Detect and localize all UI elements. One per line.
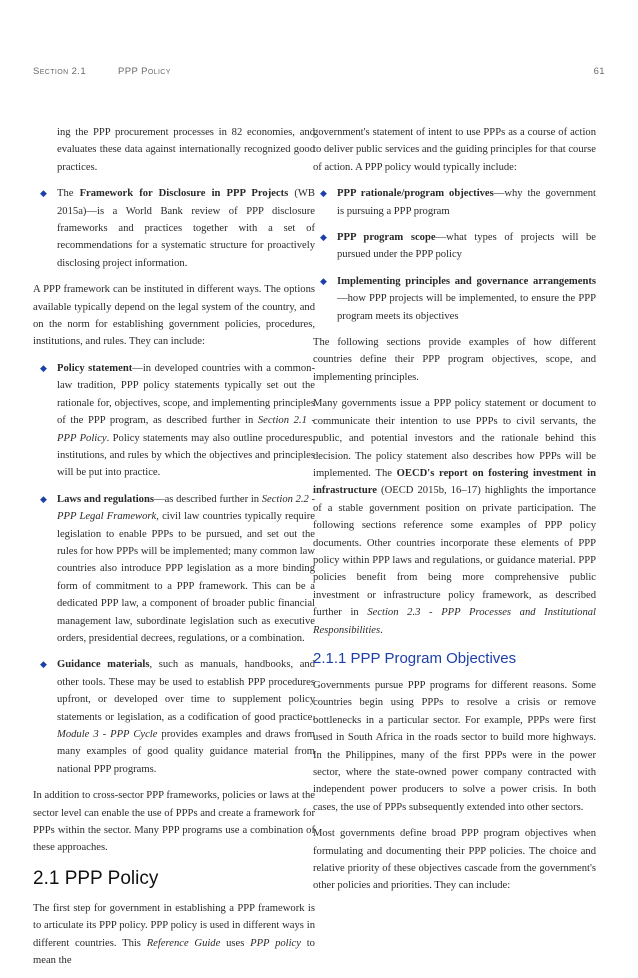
bullet-guidance-materials: ◆ Guidance materials, such as manuals, handbooks, and other tools. These may be used to establish PPP procedures upfront, or developed over time to supplement policy statements or legislation, as a codification of good practice. Module 3 - PPP Cycle provides examples and draws from many examples of good quality guidance material from national PPP programs.	[33, 656, 315, 778]
bullet-diamond-icon: ◆	[320, 188, 327, 199]
cross-sector-paragraph: In addition to cross-sector PPP frameworks, policies or laws at the sector level can enable the use of PPPs and create a framework for PPPs within the sector. Many PPP programs use a combination of these approaches.	[33, 790, 315, 854]
bullet-laws-regulations: ◆ Laws and regulations—as described further in Section 2.2 - PPP Legal Framework, civil law countries typically require legislation to enable PPPs to be pursued, and set out the rules for how PPPs will be implemented; many common law countries also introduce PPP legislation as a more binding form of commitment to a PPP framework. This can be a dedicated PPP law, a component of broader public financial management law, subordinate legislation such as executive orders, presidential decrees, regulations, or a combination.	[33, 491, 315, 648]
module-3-reference[interactable]: Module 3 - PPP Cycle	[57, 729, 158, 740]
framework-paragraph: A PPP framework can be instituted in different ways. The options available typically depend on the legal system of the country, and on the norm for establishing government policies, procedures, institutions, and rules. They can include:	[33, 284, 315, 348]
oecd-report-link[interactable]: OECD's report on fostering investment in infrastructure	[313, 467, 597, 497]
bullet-rationale: ◆ PPP rationale/program objectives—why the government is pursuing a PPP program	[313, 185, 596, 220]
continued-paragraph: government's statement of intent to use PPPs as a course of action to deliver public services and the guiding principles for that course of action. A PPP policy would typically include:	[313, 127, 597, 173]
section-2-2-reference[interactable]: Section 2.2 - PPP Legal Framework	[57, 493, 316, 523]
continued-paragraph: ing the PPP procurement processes in 82 economies, and evaluates these data against internationally recognized good practices.	[57, 127, 315, 173]
bullet-diamond-icon: ◆	[320, 232, 327, 243]
header-section-title: PPP Policy	[118, 66, 171, 77]
subsection-heading-objectives: 2.1.1 PPP Program Objectives	[313, 649, 517, 667]
bullet-diamond-icon: ◆	[320, 275, 327, 286]
framework-disclosure-link[interactable]: Framework for Disclosure in PPP Projects	[79, 188, 289, 200]
bullet-policy-statement: ◆ Policy statement—in developed countries with a common-law tradition, PPP policy statements typically set out the rationale for, objectives, scope, and implementing principles of the PPP program, as described further in Section 2.1 - PPP Policy. Policy statements may also outline procedures, institutions, and rules by which the objectives and principles will be put into practice.	[33, 360, 315, 482]
bullet-diamond-icon: ◆	[40, 659, 47, 670]
bullet-framework-disclosure: ◆ The Framework for Disclosure in PPP Projects (WB 2015a)—is a World Bank review of PPP disclosure frameworks and practices together with a set of recommendations for a systematic structure for proactively disclosing project information.	[33, 185, 315, 272]
following-sections-paragraph: The following sections provide examples of how different countries define their PPP program objectives, scope, and implementing principles.	[313, 337, 596, 383]
left-column	[33, 124, 315, 978]
header-section-label: Section 2.1	[33, 66, 87, 77]
first-step-paragraph: The first step for government in establishing a PPP framework is to articulate its PPP policy. PPP policy is used in different ways in different countries. This Reference Guide uses PPP policy to mean the	[33, 902, 315, 967]
bullet-diamond-icon: ◆	[40, 188, 47, 199]
section-2-1-reference[interactable]: Section 2.1 - PPP Policy	[57, 415, 315, 444]
bullet-diamond-icon: ◆	[40, 362, 47, 373]
page-number: 61	[593, 66, 605, 77]
section-heading-ppp-policy: 2.1 PPP Policy	[33, 867, 159, 889]
governments-pursue-paragraph: Governments pursue PPP programs for different reasons. Some countries begin using PPPs to resolve a crisis or remove bottlenecks in a particular sector. For example, PPPs were first used in South Africa in the roads sector to build more highways. In the Philippines, many of the first PPPs were in the power sector, where the state-owned power company contracted with independent power producers to solve a power crisis. In both cases, the use of PPPs subsequently extended into other sectors.	[313, 679, 596, 813]
bullet-diamond-icon: ◆	[40, 493, 47, 504]
right-column	[313, 124, 596, 904]
section-2-3-reference[interactable]: Section 2.3 - PPP Processes and Institutional Responsibilities	[313, 607, 596, 636]
many-governments-paragraph: Many governments issue a PPP policy statement or document to communicate their intention to use PPPs to civil servants, the public, and potential investors and the rationale behind this decision. The policy statement also describes how PPPs will be implemented. The OECD's report on fostering investment in infrastructure (OECD 2015b, 16–17) highlights the importance of a stable government position on private participation. The following sections reference some examples of PPP policy documents. Other countries incorporate these elements of PPP policy within PPP laws and regulations, or guidance material. PPP policies benefit from being more comprehensive public investment or infrastructure policy framework, as described further in Section 2.3 - PPP Processes and Institutional Responsibilities.	[313, 398, 597, 636]
bullet-principles: ◆ Implementing principles and governance arrangements—how PPP projects will be implemented, to ensure the PPP program meets its objectives	[313, 273, 596, 325]
bullet-scope: ◆ PPP program scope—what types of projects will be pursued under the PPP policy	[313, 229, 596, 264]
running-header	[33, 66, 605, 80]
most-governments-paragraph: Most governments define broad PPP program objectives when formulating and documenting their PPP policies. The choice and relative priority of these objectives cascade from the government's other policies and priorities. They can include:	[313, 828, 596, 892]
